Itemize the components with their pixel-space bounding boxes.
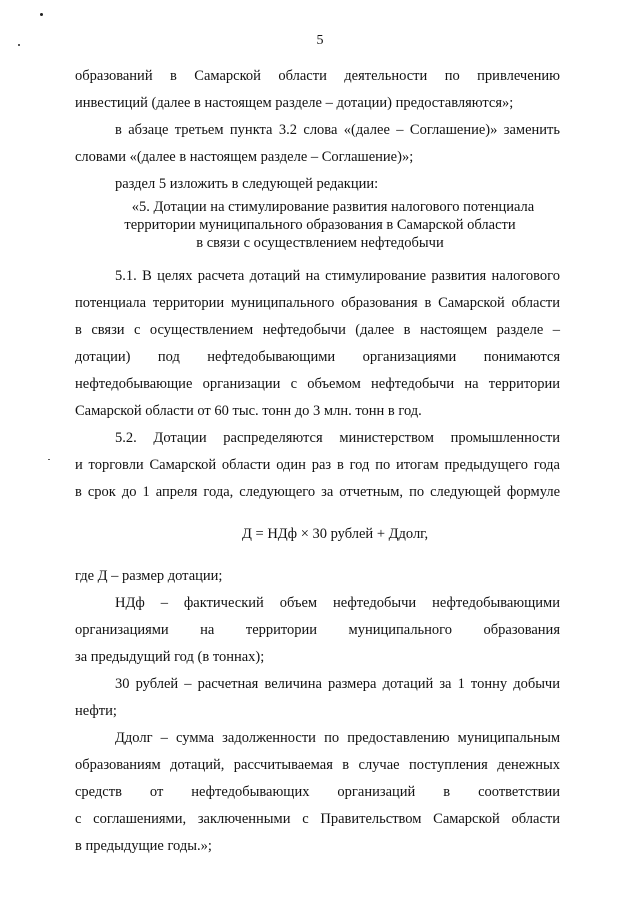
section-heading-line: территории муниципального образования в Самарской области [124, 217, 516, 233]
text-line: Ддолг – сумма задолженности по предоставлению муниципальным [115, 730, 560, 746]
text-line: образованиям дотаций, рассчитываемая в случае поступления денежных [75, 757, 560, 773]
text-line: средств от нефтедобывающих организаций в соответствии [75, 784, 560, 800]
text-line: 5.1. В целях расчета дотаций на стимулирование развития налогового [115, 268, 560, 284]
text-line: за предыдущий год (в тоннах); [75, 649, 265, 665]
text-line: в связи с осуществлением нефтедобычи (далее в настоящем разделе – [75, 322, 560, 338]
scan-speck [48, 459, 50, 460]
text-line: инвестиций (далее в настоящем разделе – дотации) предоставляются»; [75, 95, 514, 111]
text-line: Самарской области от 60 тыс. тонн до 3 млн. тонн в год. [75, 403, 422, 419]
text-line: организациями на территории муниципального образования [75, 622, 560, 638]
text-line: нефти; [75, 703, 117, 719]
text-line: в предыдущие годы.»; [75, 838, 212, 854]
text-line: в абзаце третьем пункта 3.2 слова «(далее – Соглашение)» заменить [115, 122, 560, 138]
text-line: 30 рублей – расчетная величина размера дотаций за 1 тонну добычи [115, 676, 560, 692]
page-number: 5 [316, 33, 324, 48]
text-line: словами «(далее в настоящем разделе – Соглашение)»; [75, 149, 414, 165]
text-line: раздел 5 изложить в следующей редакции: [115, 176, 379, 192]
section-heading-line: в связи с осуществлением нефтедобычи [196, 235, 444, 251]
section-heading-line: «5. Дотации на стимулирование развития налогового потенциала [131, 199, 535, 215]
text-line: нефтедобывающие организации с объемом нефтедобычи на территории [75, 376, 560, 392]
text-line: НДф – фактический объем нефтедобычи нефтедобывающими [115, 595, 560, 611]
text-line: потенциала территории муниципального образования в Самарской области [75, 295, 560, 311]
text-line: образований в Самарской области деятельности по привлечению [75, 68, 560, 84]
text-line: где Д – размер дотации; [75, 568, 223, 584]
text-line: в срок до 1 апреля года, следующего за отчетным, по следующей формуле [75, 484, 560, 500]
formula: Д = НДф × 30 рублей + Ддолг, [242, 526, 429, 542]
text-line: с соглашениями, заключенными с Правительством Самарской области [75, 811, 560, 827]
scan-speck [40, 13, 43, 16]
text-line: и торговли Самарской области один раз в год по итогам предыдущего года [75, 457, 560, 473]
text-line: 5.2. Дотации распределяются министерством промышленности [115, 430, 560, 446]
text-line: дотации) под нефтедобывающими организациями понимаются [75, 349, 560, 365]
